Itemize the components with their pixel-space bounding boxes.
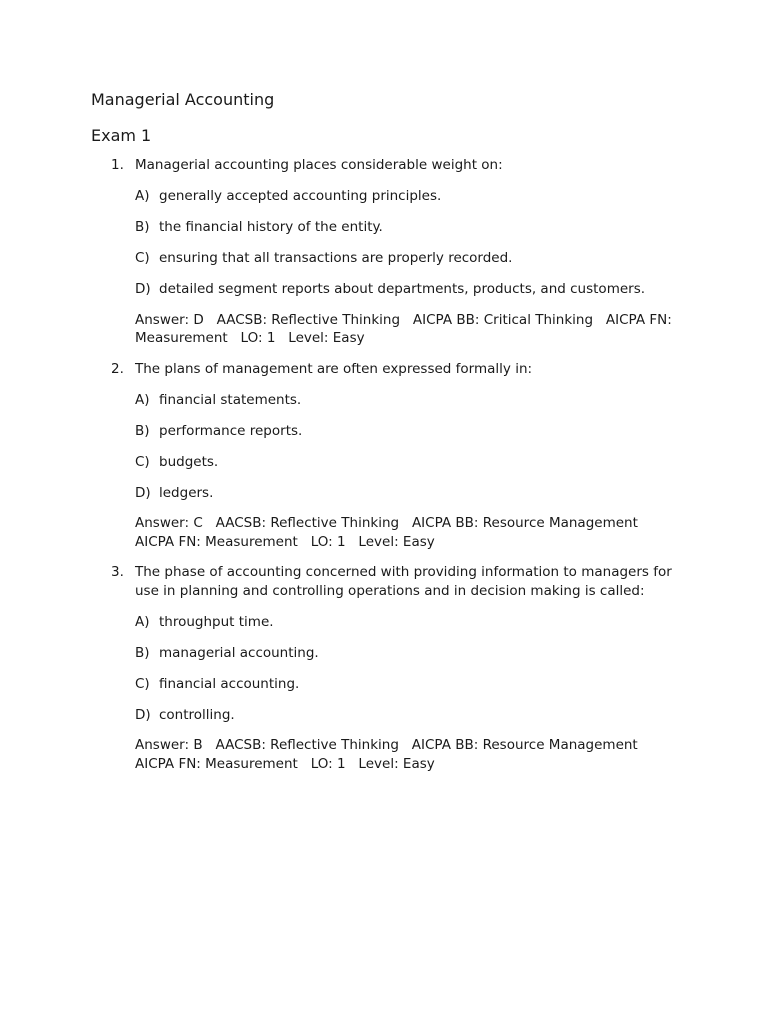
option-letter: C) bbox=[135, 250, 150, 266]
option-text: the financial history of the entity. bbox=[159, 219, 383, 235]
answer-option bbox=[135, 644, 681, 663]
answer-option bbox=[135, 613, 681, 632]
option-letter: C) bbox=[135, 453, 150, 470]
option-letter: A) bbox=[135, 188, 150, 204]
option-text: detailed segment reports about departments, products, and customers. bbox=[159, 281, 646, 297]
question-item bbox=[91, 563, 681, 773]
answer-option bbox=[135, 187, 681, 206]
question-number: 2. bbox=[111, 360, 124, 377]
document-subtitle: Exam 1 bbox=[91, 126, 152, 145]
question-text: Managerial accounting places considerable weight on: bbox=[135, 157, 503, 173]
option-text: controlling. bbox=[159, 706, 235, 723]
option-text: managerial accounting. bbox=[159, 644, 319, 661]
question-text: The plans of management are often expressed formally in: bbox=[135, 360, 533, 377]
answer-option bbox=[135, 484, 681, 503]
option-text: generally accepted accounting principles. bbox=[159, 188, 442, 204]
question-list bbox=[91, 156, 681, 773]
answer-metadata: Answer: D AACSB: Reflective Thinking AICPA BB: Critical Thinking AICPA FN: Measurement LO: 1 Level: Easy bbox=[135, 311, 677, 346]
answer-option bbox=[135, 706, 681, 725]
option-letter: D) bbox=[135, 484, 151, 501]
option-letter: D) bbox=[135, 706, 151, 723]
option-text: financial accounting. bbox=[159, 675, 300, 692]
answer-metadata: Answer: B AACSB: Reflective Thinking AICPA BB: Resource Management AICPA FN: Measurement LO: 1 Level: Easy bbox=[135, 737, 651, 772]
document-title: Managerial Accounting bbox=[91, 90, 275, 109]
option-letter: A) bbox=[135, 613, 150, 630]
question-text: The phase of accounting concerned with providing information to managers for use in planning and controlling operations and in decision making is called: bbox=[135, 564, 672, 599]
option-text: performance reports. bbox=[159, 422, 303, 439]
answer-option bbox=[135, 453, 681, 472]
option-text: ledgers. bbox=[159, 484, 214, 501]
answer-option bbox=[135, 675, 681, 694]
question-number: 3. bbox=[111, 564, 124, 580]
answer-option bbox=[135, 280, 681, 299]
option-text: throughput time. bbox=[159, 613, 274, 630]
option-letter: D) bbox=[135, 281, 151, 297]
option-letter: B) bbox=[135, 422, 150, 439]
answer-option bbox=[135, 218, 681, 237]
option-letter: A) bbox=[135, 391, 150, 408]
document-page bbox=[91, 88, 681, 785]
option-text: financial statements. bbox=[159, 391, 302, 408]
answer-option bbox=[135, 391, 681, 410]
answer-option bbox=[135, 422, 681, 441]
question-number: 1. bbox=[111, 157, 124, 173]
question-item bbox=[91, 156, 681, 348]
answer-metadata: Answer: C AACSB: Reflective Thinking AICPA BB: Resource Management AICPA FN: Measurement LO: 1 Level: Easy bbox=[135, 515, 651, 550]
option-letter: C) bbox=[135, 675, 150, 692]
option-letter: B) bbox=[135, 219, 150, 235]
option-text: budgets. bbox=[159, 453, 219, 470]
option-letter: B) bbox=[135, 644, 150, 661]
question-item bbox=[91, 360, 681, 552]
option-text: ensuring that all transactions are properly recorded. bbox=[159, 250, 513, 266]
answer-option bbox=[135, 249, 681, 268]
